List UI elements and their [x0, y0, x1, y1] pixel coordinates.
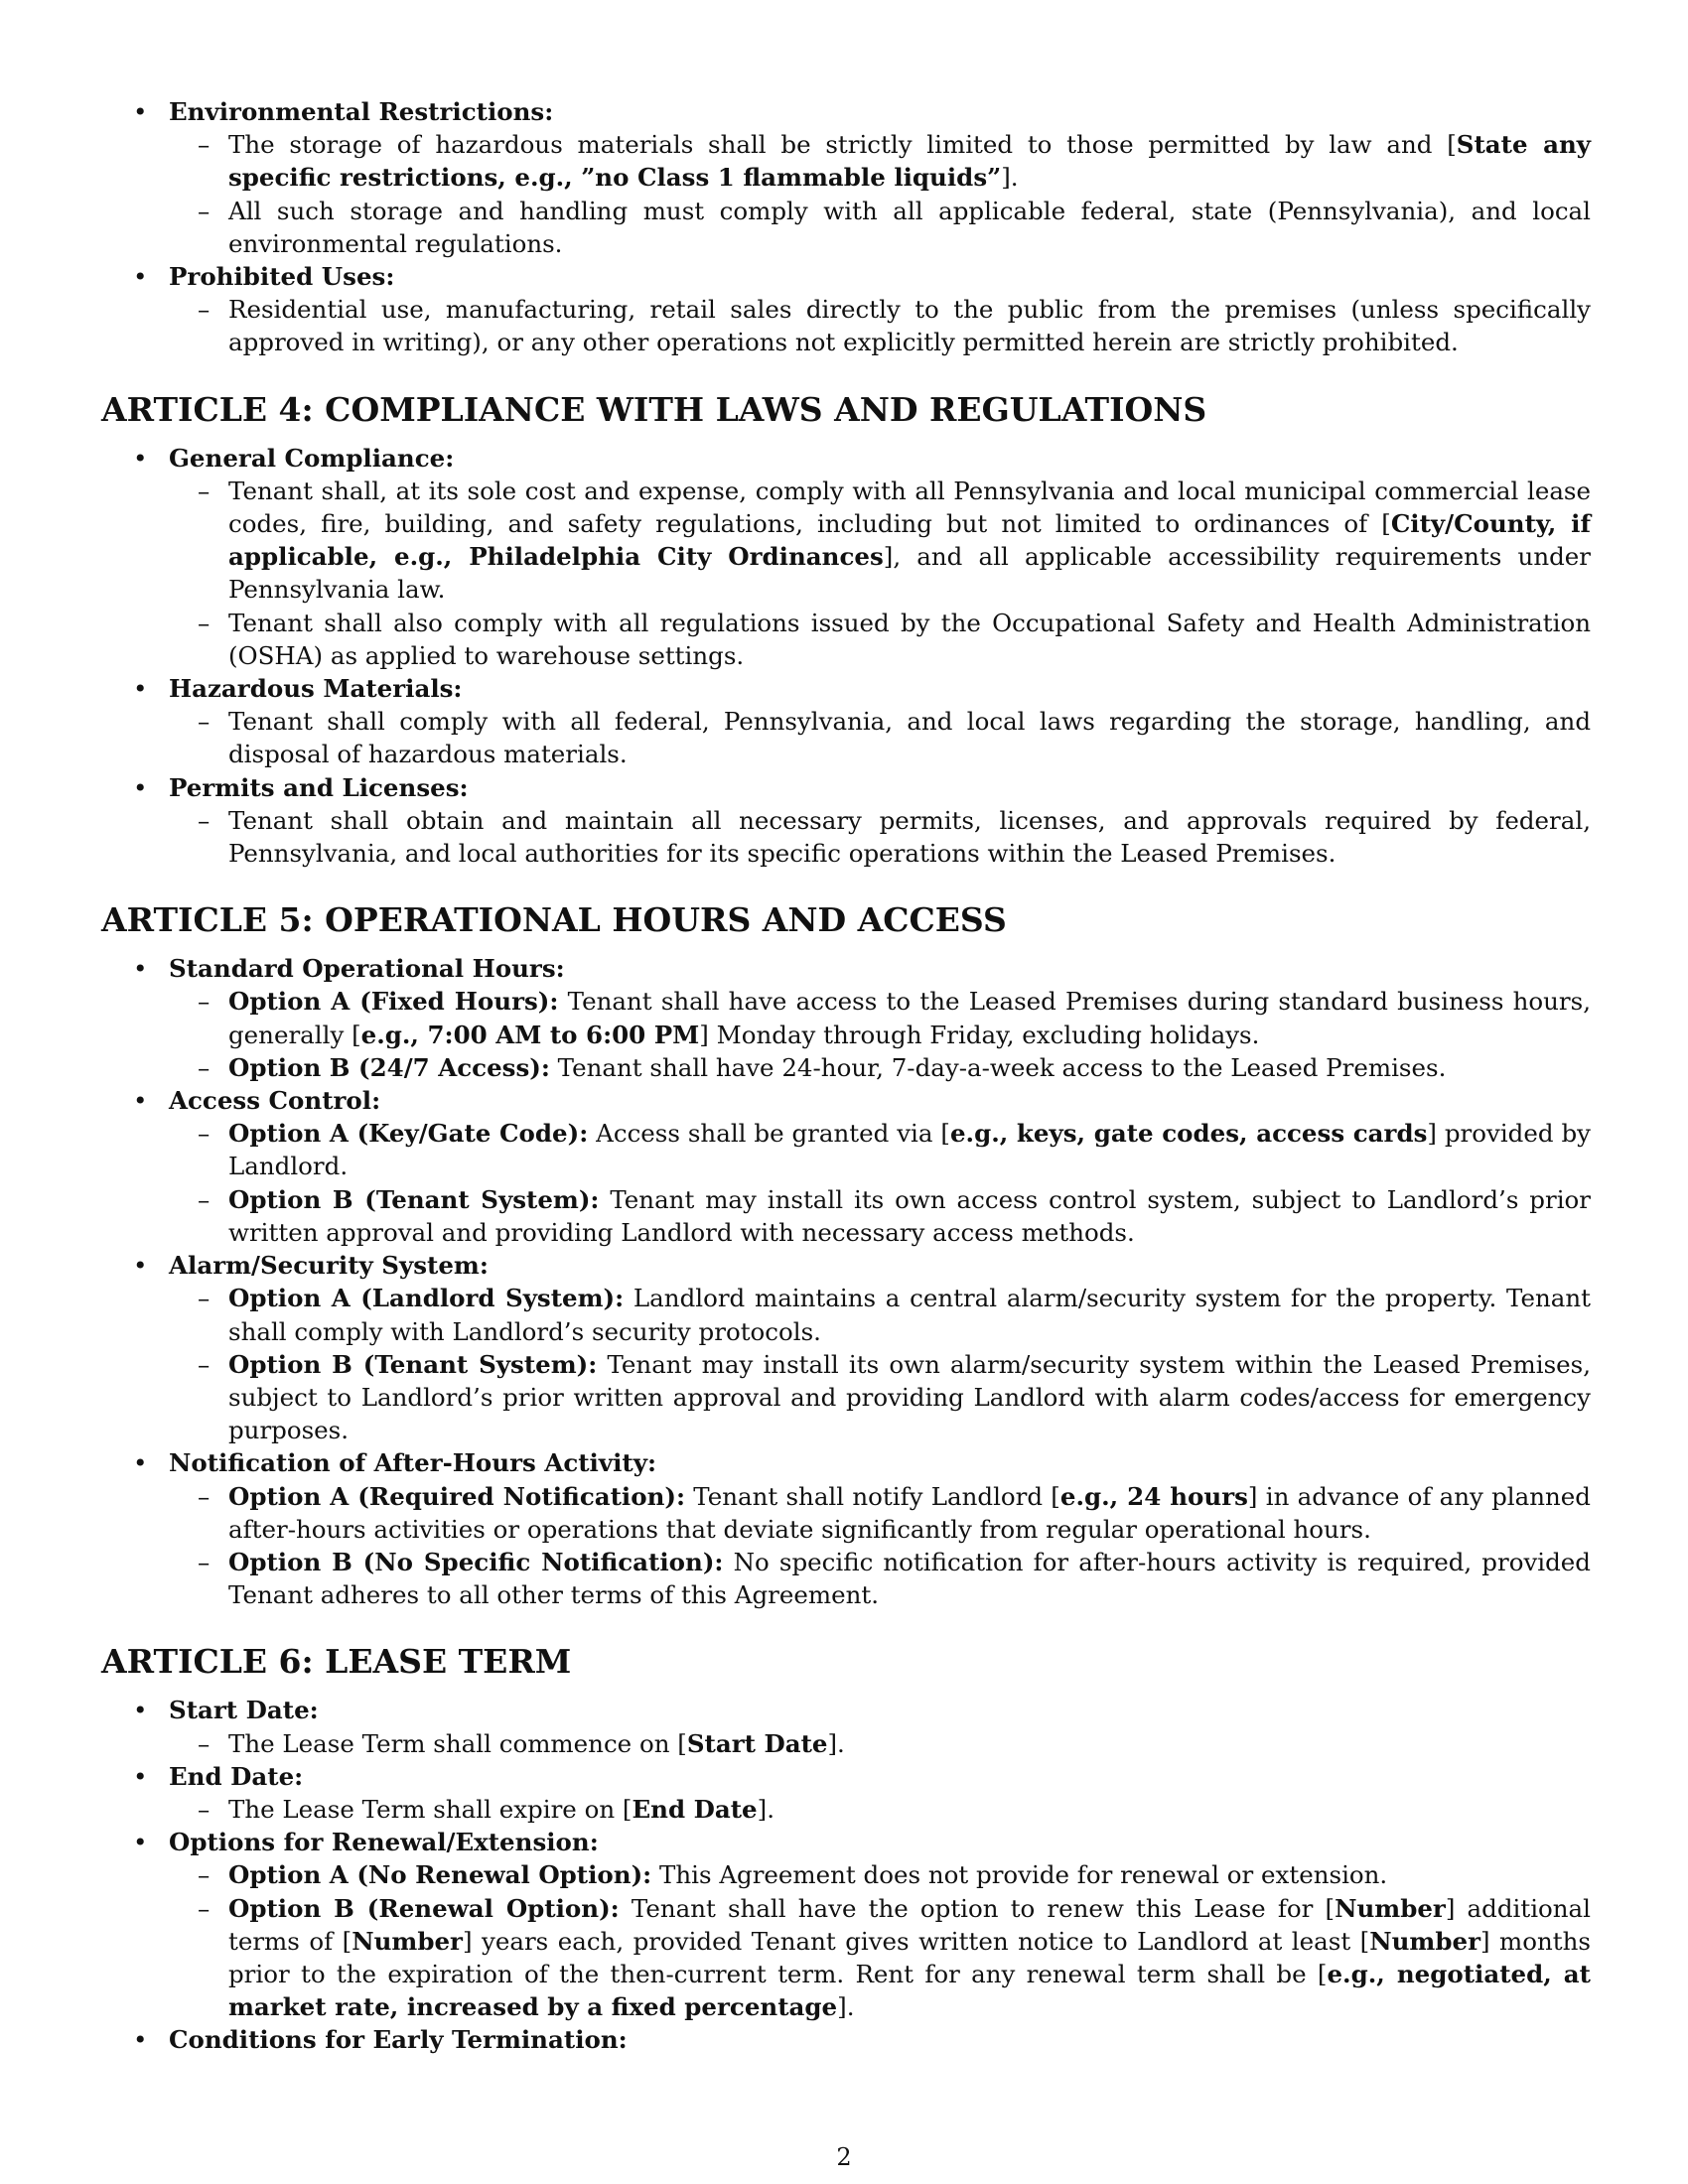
bullet-early-termination: • Conditions for Early Termination:	[101, 2023, 1591, 2056]
article-5-heading: ARTICLE 5: OPERATIONAL HOURS AND ACCESS	[101, 900, 1007, 940]
sub-item-renewal-option-a: – Option A (No Renewal Option): This Agreement does not provide for renewal or extension.	[101, 1858, 1591, 1891]
sub-item-hours-option-b: – Option B (24/7 Access): Tenant shall have 24-hour, 7-day-a-week access to the Leased Premises.	[101, 1051, 1591, 1084]
sub-item-alarm-option-a: – Option A (Landlord System): Landlord maintains a central alarm/security system for the property. Tenant shall comply with Landlord’s security protocols.	[101, 1282, 1591, 1347]
bullet-prohibited-uses: • Prohibited Uses:	[101, 260, 1591, 293]
document-page-body	[101, 95, 1591, 2057]
sub-item-notification-option-b: – Option B (No Specific Notification): No specific notification for after-hours activity is required, provided Tenant adheres to all other terms of this Agreement.	[101, 1546, 1591, 1611]
sub-item-end-date: – The Lease Term shall expire on [End Date].	[101, 1793, 1591, 1826]
article-4-heading: ARTICLE 4: COMPLIANCE WITH LAWS AND REGULATIONS	[101, 389, 1207, 429]
sub-item-start-date: – The Lease Term shall commence on [Start Date].	[101, 1727, 1591, 1760]
bullet-renewal-options: • Options for Renewal/Extension:	[101, 1826, 1591, 1858]
sub-item-access-option-a: – Option A (Key/Gate Code): Access shall be granted via [e.g., keys, gate codes, access cards] provided by Landlord.	[101, 1117, 1591, 1182]
bullet-alarm-security: • Alarm/Security System:	[101, 1249, 1591, 1282]
bullet-permits-licenses: • Permits and Licenses:	[101, 771, 1591, 804]
bullet-end-date: • End Date:	[101, 1760, 1591, 1793]
bullet-standard-hours: • Standard Operational Hours:	[101, 952, 1591, 985]
sub-item-environmental-compliance: – All such storage and handling must comply with all applicable federal, state (Pennsylvania), and local environmental regulations.	[101, 195, 1591, 260]
bullet-after-hours-notification: • Notification of After-Hours Activity:	[101, 1446, 1591, 1479]
sub-item-renewal-option-b: – Option B (Renewal Option): Tenant shall have the option to renew this Lease for [Number] additional terms of [Number] years each, provided Tenant gives written notice to Landlord at least [Number] months prior to the expiration of the then-current term. Rent for any renewal term shall be [e.g., negotiated, at market rate, increased by a fixed percentage].	[101, 1892, 1591, 2024]
sub-item-osha-compliance: – Tenant shall also comply with all regulations issued by the Occupational Safety and Health Administration (OSHA) as applied to warehouse settings.	[101, 607, 1591, 672]
sub-item-prohibited-uses: – Residential use, manufacturing, retail sales directly to the public from the premises (unless specifically approved in writing), or any other operations not explicitly permitted herein are strictly prohibited.	[101, 293, 1591, 358]
sub-item-alarm-option-b: – Option B (Tenant System): Tenant may install its own alarm/security system within the Leased Premises, subject to Landlord’s prior written approval and providing Landlord with alarm codes/access for emergency purposes.	[101, 1348, 1591, 1447]
article-6-heading: ARTICLE 6: LEASE TERM	[101, 1642, 572, 1682]
sub-item-access-option-b: – Option B (Tenant System): Tenant may install its own access control system, subject to Landlord’s prior written approval and providing Landlord with necessary access methods.	[101, 1183, 1591, 1249]
sub-item-hazmat-laws: – Tenant shall comply with all federal, Pennsylvania, and local laws regarding the storage, handling, and disposal of hazardous materials.	[101, 705, 1591, 770]
sub-item-hazardous-storage: – The storage of hazardous materials shall be strictly limited to those permitted by law and [State any specific restrictions, e.g., ”no Class 1 flammable liquids”].	[101, 128, 1591, 194]
sub-item-permits: – Tenant shall obtain and maintain all necessary permits, licenses, and approvals required by federal, Pennsylvania, and local authorities for its specific operations within the Leased Premises.	[101, 804, 1591, 870]
sub-item-codes-compliance: – Tenant shall, at its sole cost and expense, comply with all Pennsylvania and local municipal commercial lease codes, fire, building, and safety regulations, including but not limited to ordinances of [City/County, if applicable, e.g., Philadelphia City Ordinances], and all applicable accessibility requirements under Pennsylvania law.	[101, 475, 1591, 607]
bullet-environmental-restrictions: • Environmental Restrictions:	[101, 95, 1591, 128]
bullet-general-compliance: • General Compliance:	[101, 442, 1591, 475]
page-number: 2	[836, 2143, 852, 2171]
bullet-start-date: • Start Date:	[101, 1694, 1591, 1726]
bullet-access-control: • Access Control:	[101, 1084, 1591, 1117]
sub-item-hours-option-a: – Option A (Fixed Hours): Tenant shall have access to the Leased Premises during standard business hours, generally [e.g., 7:00 AM to 6:00 PM] Monday through Friday, excluding holidays.	[101, 985, 1591, 1050]
sub-item-notification-option-a: – Option A (Required Notification): Tenant shall notify Landlord [e.g., 24 hours] in advance of any planned after-hours activities or operations that deviate significantly from regular operational hours.	[101, 1480, 1591, 1546]
bullet-hazardous-materials: • Hazardous Materials:	[101, 672, 1591, 705]
